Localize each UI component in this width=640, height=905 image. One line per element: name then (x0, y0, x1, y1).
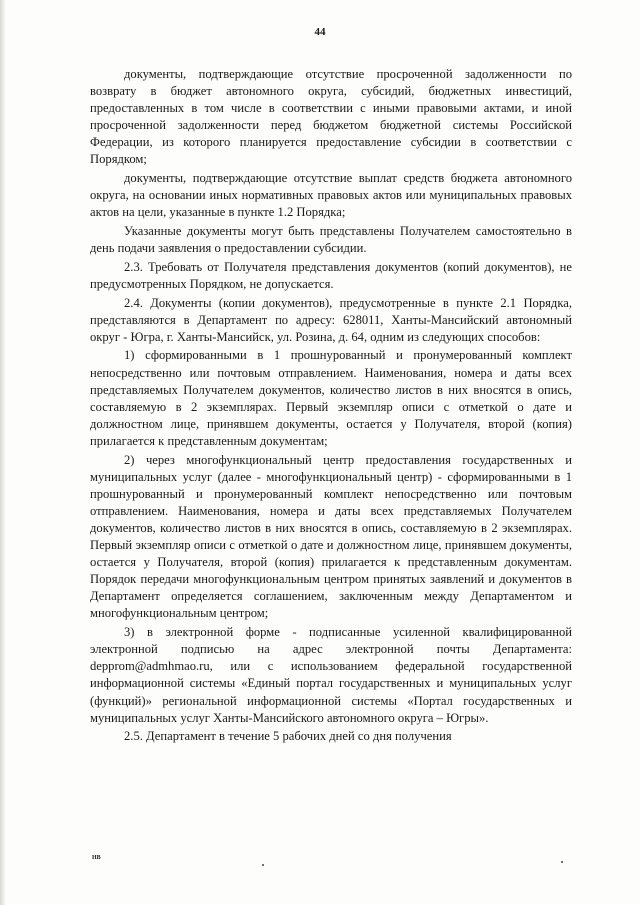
scan-speck (561, 861, 563, 863)
paragraph: 3) в электронной форме - подписанные усиленной квалифицированной электронной подписью на адрес электронной почты Департамента: depprom@admhmao.ru, или с использованием федеральной государственной информационной системы «Единый портал государственных и муниципальных услуг (функций)» региональной информационной системы «Портал государственных и муниципальных услуг Ханты-Мансийского автономного округа – Югры». (90, 625, 572, 725)
paragraph: 1) сформированными в 1 прошнурованный и пронумерованный комплект непосредственно или почтовым отправлением. Наименования, номера и даты всех представляемых Получателем документов, количество листов в них вносятся в опись, составляемую в 2 экземплярах. Первый экземпляр описи с отметкой о дате и должностном лице, принявшем документы, остается у Получателя, второй (копия) прилагается к представленным документам; (90, 348, 572, 448)
document-body (90, 66, 572, 747)
page-number: 44 (314, 26, 326, 38)
scan-speck (262, 864, 264, 866)
paragraph: 2) через многофункциональный центр предоставления государственных и муниципальных услуг (далее - многофункциональный центр) - сформированными в 1 прошнурованный и пронумерованный комплект непосредственно или почтовым отправлением. Наименования, номера и даты всех представляемых Получателем документов, количество листов в них вносятся в опись, составляемую в 2 экземплярах. Первый экземпляр описи с отметкой о дате и должностном лице, принявшем документы, остается у Получателя, второй (копия) прилагается к представленным документам. Порядок передачи многофункциональным центром принятых заявлений и документов в Департамент определяется соглашением, заключенным между Департаментом и многофункциональным центром; (90, 452, 572, 621)
footer-mark: НВ (92, 855, 101, 861)
paragraph: документы, подтверждающие отсутствие просроченной задолженности по возврату в бюджет автономного округа, субсидий, бюджетных инвестиций, предоставленных в том числе в соответствии с иными правовыми актами, и иной просроченной задолженности перед бюджетом бюджетной системы Российской Федерации, из которого планируется предоставление субсидии в соответствии с Порядком; (90, 67, 572, 167)
paragraph: 2.3. Требовать от Получателя представления документов (копий документов), не предусмотренных Порядком, не допускается. (90, 259, 572, 291)
paragraph: 2.5. Департамент в течение 5 рабочих дней со дня получения (124, 729, 452, 744)
paragraph: 2.4. Документы (копии документов), предусмотренные в пункте 2.1 Порядка, представляются в Департамент по адресу: 628011, Ханты-Мансийский автономный округ - Югра, г. Ханты-Мансийск, ул. Розина, д. 64, одним из следующих способов: (90, 295, 572, 344)
paragraph: Указанные документы могут быть представлены Получателем самостоятельно в день подачи заявления о предоставлении субсидии. (90, 224, 572, 256)
paragraph: документы, подтверждающие отсутствие выплат средств бюджета автономного округа, на основании иных нормативных правовых актов или муниципальных правовых актов на цели, указанные в пункте 1.2 Порядка; (90, 171, 572, 220)
scan-edge (0, 0, 6, 905)
